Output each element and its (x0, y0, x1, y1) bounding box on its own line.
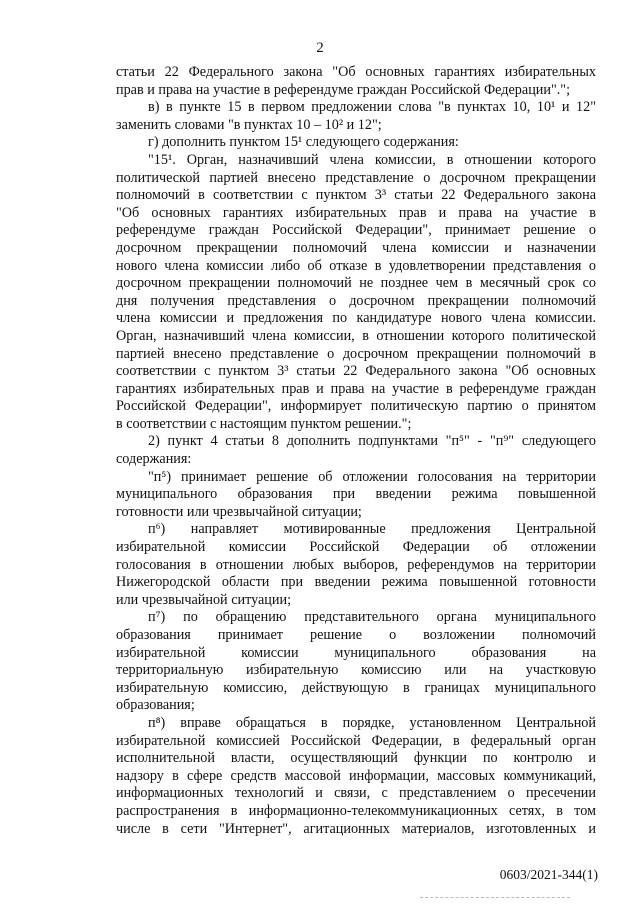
text-line: голосования в отношении любых выборов, референдумов на территории (116, 556, 596, 573)
text-line: нового члена комиссии либо об отказе в удовлетворении представления о (116, 257, 596, 274)
page-number: 2 (316, 40, 324, 56)
text-line: п⁶) направляет мотивированные предложения Центральной (148, 521, 596, 538)
text-line: г) дополнить пунктом 15¹ следующего содержания: (148, 134, 459, 151)
text-line: территориальную избирательную комиссию или на участковую (116, 662, 596, 679)
text-line: в) в пункте 15 в первом предложении слова "в пунктах 10, 10¹ и 12" (148, 99, 596, 116)
text-line: избирательной комиссии Российской Федерации об отложении (116, 539, 596, 556)
text-line: готовности или чрезвычайной ситуации; (116, 503, 362, 520)
text-line: референдуме граждан Российской Федерации", принимает решение о (116, 222, 596, 239)
text-line: гарантиях избирательных прав и права на участие в референдуме граждан (116, 380, 596, 397)
text-line: избирательной комиссии муниципального образования на (116, 644, 596, 661)
text-line: "п⁵) принимает решение об отложении голосования на территории (148, 468, 596, 485)
text-line: исполнительной власти, осуществляющий функции по контролю и (116, 750, 596, 767)
text-line: дня получения представления о досрочном прекращении полномочий (116, 292, 596, 309)
text-line: муниципального образования при введении режима повышенной (116, 486, 596, 503)
text-line: полномочий в соответствии с пунктом 3³ статьи 22 Федерального закона (116, 187, 596, 204)
text-line: 2) пункт 4 статьи 8 дополнить подпунктами "п⁵" - "п⁹" следующего (148, 433, 596, 450)
text-line: п⁸) вправе обращаться в порядке, установленном Центральной (148, 714, 596, 731)
text-line: образования принимает решение о возложении полномочий (116, 627, 596, 643)
text-line: "15¹. Орган, назначивший члена комиссии, в отношении которого (148, 151, 596, 168)
text-line: члена комиссии и предложения по кандидатуре нового члена комиссии. (116, 310, 596, 327)
text-line: или чрезвычайной ситуации; (116, 591, 292, 608)
document-body (116, 64, 596, 838)
text-line: Нижегородской области при введении режима повышенной готовности (116, 574, 596, 591)
text-line: образования; (116, 697, 195, 714)
text-line: политической партией внесено представление о досрочном прекращении (116, 169, 596, 186)
text-line: Российской Федерации", информирует политическую партию о принятом (116, 398, 596, 415)
text-line: Орган, назначивший члена комиссии, в отношении которого политической (116, 327, 596, 344)
text-line: числе в сети "Интернет", агитационных материалов, изготовленных и (116, 820, 596, 837)
text-line: избирательной комиссией Российской Федерации, в федеральный орган (116, 732, 596, 749)
text-line: избирательную комиссию, действующую в границах муниципального (116, 679, 596, 696)
text-line: прав и права на участие в референдуме граждан Российской Федерации"."; (116, 81, 571, 98)
scan-edge-mark (420, 897, 570, 901)
text-line: п⁷) по обращению представительного органа муниципального (148, 609, 596, 626)
text-line: надзору в сфере средств массовой информации, массовых коммуникаций, (116, 767, 596, 784)
text-line: в соответствии с настоящим пунктом решении."; (116, 415, 412, 432)
text-line: статьи 22 Федерального закона "Об основных гарантиях избирательных (116, 64, 596, 80)
text-line: информационных технологий и связи, с представлением о пресечении (116, 785, 596, 802)
document-registration-number: 0603/2021-344(1) (499, 867, 598, 882)
text-line: распространения в информационно-телекоммуникационных сетях, в том (116, 802, 596, 819)
text-line: содержания: (116, 451, 192, 468)
text-line: соответствии с пунктом 3³ статьи 22 Федерального закона "Об основных (116, 363, 596, 380)
text-line: "Об основных гарантиях избирательных прав и права на участие в (116, 204, 596, 221)
text-line: досрочном прекращении полномочий члена комиссии и назначении (116, 239, 596, 256)
text-line: партией внесено представление о досрочном прекращении полномочий в (116, 345, 596, 362)
text-line: заменить словами "в пунктах 10 – 10² и 12"; (116, 116, 382, 133)
text-line: досрочном прекращении полномочий не позднее чем в месячный срок со (116, 275, 596, 292)
